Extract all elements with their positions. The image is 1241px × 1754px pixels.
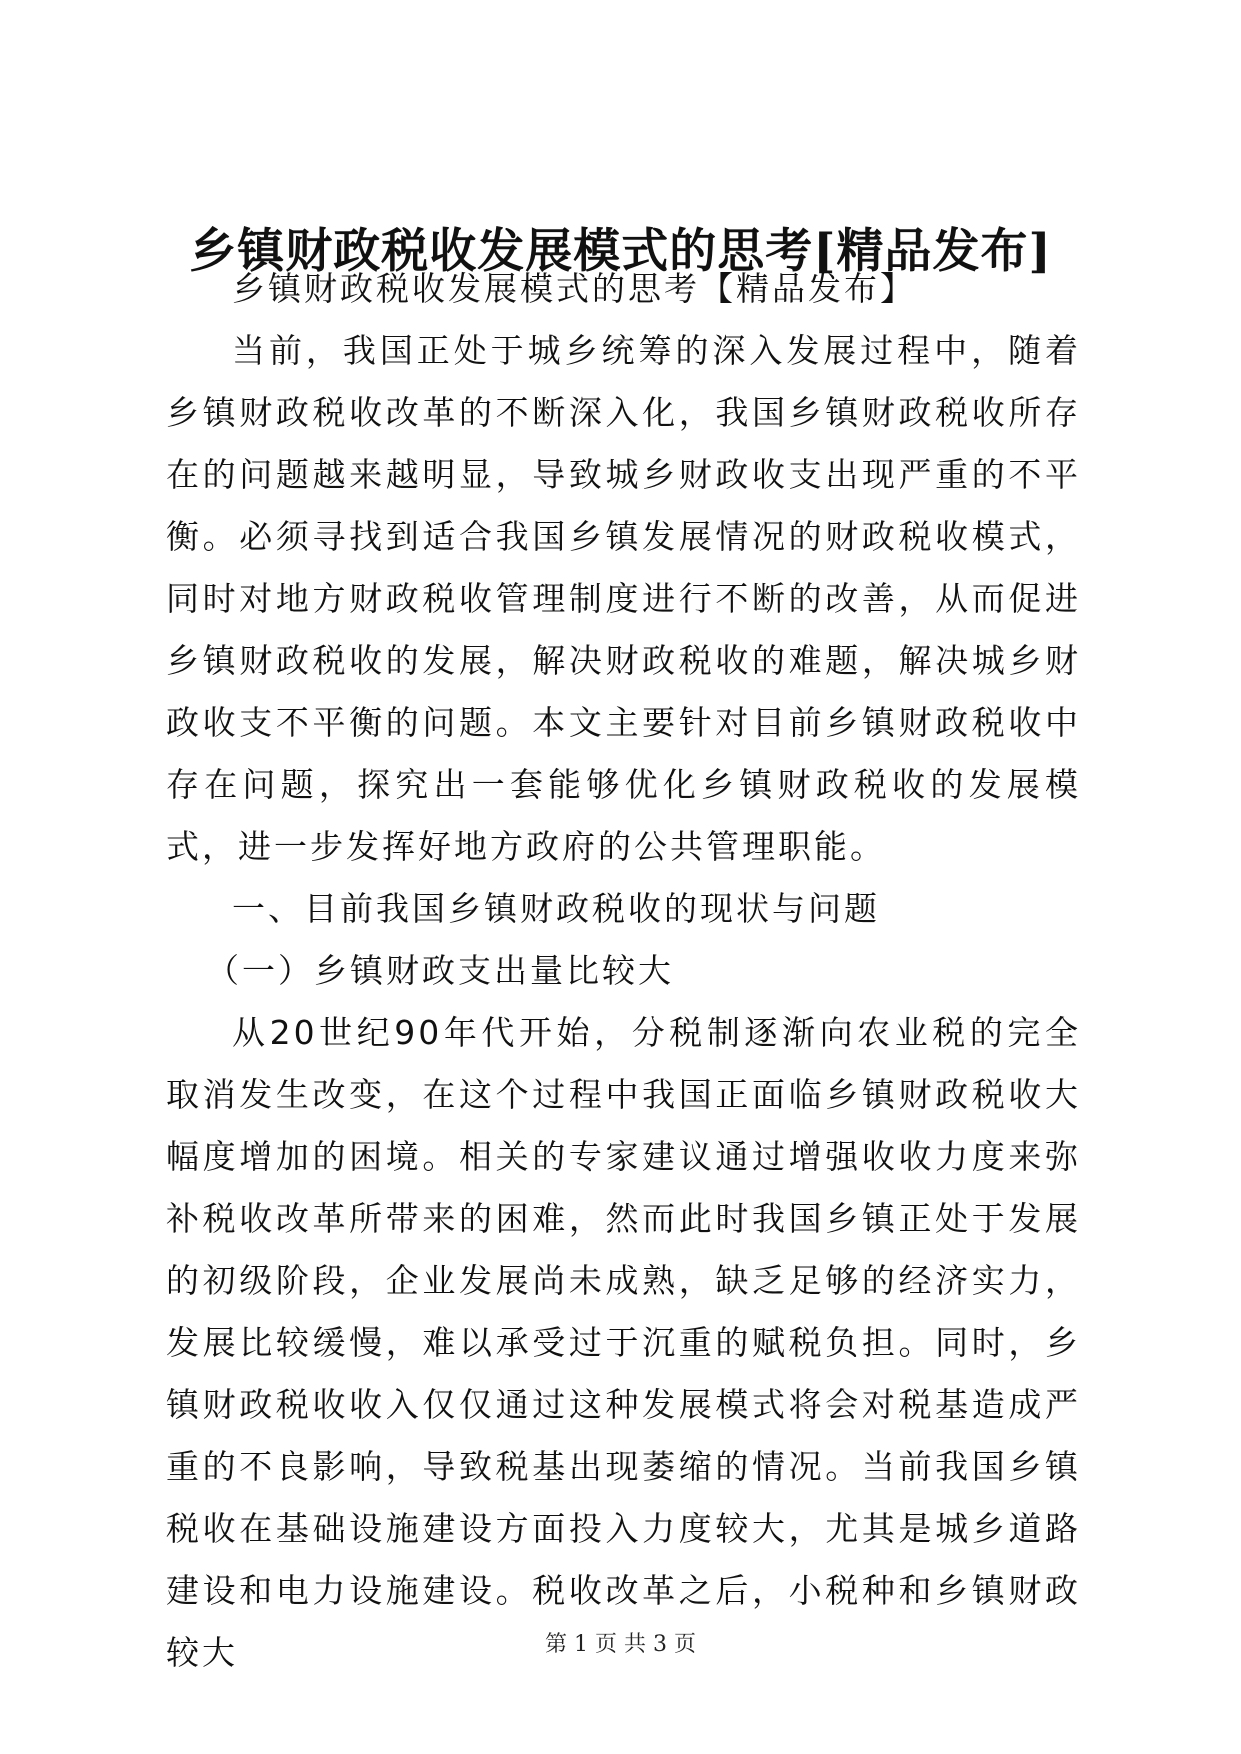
intro-paragraph: 当前，我国正处于城乡统筹的深入发展过程中，随着乡镇财政税收改革的不断深入化，我国乡镇财政税收所存在的问题越来越明显，导致城乡财政收支出现严重的不平衡。必须寻找到适合我国乡镇发展情况的财政税收模式，同时对地方财政税收管理制度进行不断的改善，从而促进乡镇财政税收的发展，解决财政税收的难题，解决城乡财政收支不平衡的问题。本文主要针对目前乡镇财政税收中存在问题，探究出一套能够优化乡镇财政税收的发展模式，进一步发挥好地方政府的公共管理职能。 [166, 331, 1081, 866]
section-heading: 一、目前我国乡镇财政税收的现状与问题 [232, 889, 880, 928]
document-body [166, 258, 1081, 1684]
document-subtitle: 乡镇财政税收发展模式的思考【精品发布】 [232, 269, 916, 308]
page-number-footer: 第 1 页 共 3 页 [545, 1632, 696, 1657]
body-paragraph: 从20世纪90年代开始，分税制逐渐向农业税的完全取消发生改变，在这个过程中我国正面临乡镇财政税收大幅度增加的困境。相关的专家建议通过增强收收力度来弥补税收改革所带来的困难，然而此时我国乡镇正处于发展的初级阶段，企业发展尚未成熟，缺乏足够的经济实力，发展比较缓慢，难以承受过于沉重的赋税负担。同时，乡镇财政税收收入仅仅通过这种发展模式将会对税基造成严重的不良影响，导致税基出现萎缩的情况。当前我国乡镇税收在基础设施建设方面投入力度较大，尤其是城乡道路建设和电力设施建设。税收改革之后，小税种和乡镇财政较大 [166, 1013, 1081, 1672]
document-title: 乡镇财政税收发展模式的思考[精品发布] [189, 224, 1052, 279]
subsection-heading: （一）乡镇财政支出量比较大 [206, 951, 674, 990]
